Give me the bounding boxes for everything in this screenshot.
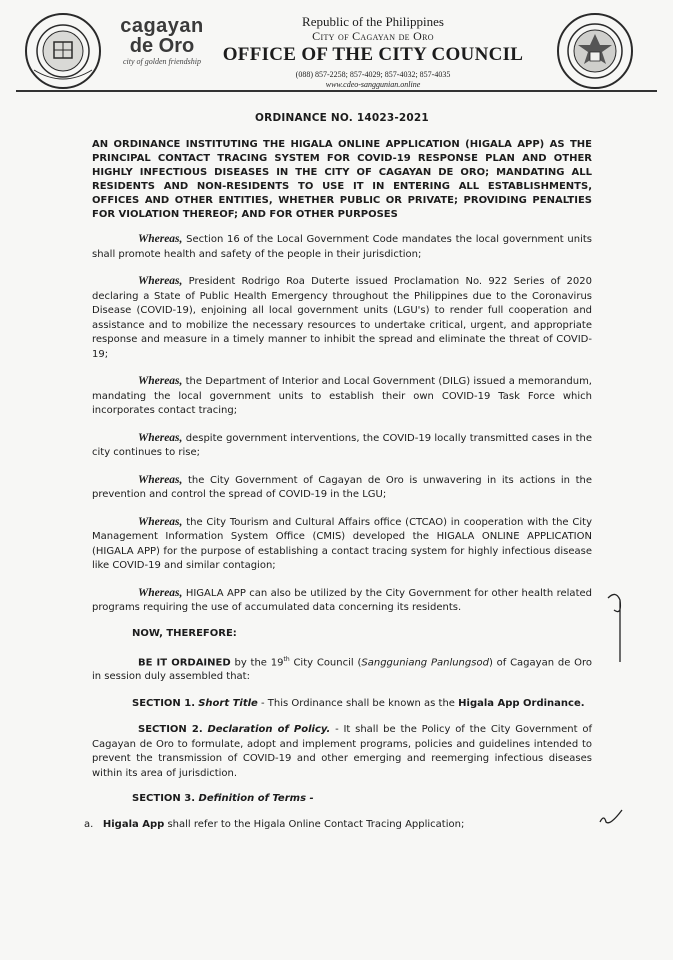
whereas-word: Whereas, [138, 275, 183, 287]
republic-label: Republic of the Philippines [302, 14, 444, 29]
whereas-clause: Whereas, Section 16 of the Local Government Code mandates the local government units shall promote health and safety of the people in their jurisdiction; [92, 233, 592, 260]
definition-item: a. Higala App shall refer to the Higala Online Contact Tracing Application; [84, 819, 465, 831]
section-1: SECTION 1. Short Title - This Ordinance shall be known as the Higala App Ordinance. [132, 697, 585, 709]
whereas-clause: Whereas, the Department of Interior and Local Government (DILG) issued a memorandum, mandating the local government units to establish their own COVID-19 Task Force which incorporates contact tracing; [92, 375, 592, 416]
whereas-word: Whereas, [138, 375, 183, 387]
whereas-clause: Whereas, despite government interventions, the COVID-19 locally transmitted cases in the city continues to rise; [92, 431, 592, 458]
now-therefore-heading: NOW, THEREFORE: [132, 627, 237, 639]
margin-check-mark [596, 806, 626, 828]
contact-numbers: (088) 857-2258; 857-4029; 857-4032; 857-4035 [295, 70, 451, 79]
ordinance-title: AN ORDINANCE INSTITUTING THE HIGALA ONLINE APPLICATION (HIGALA APP) AS THE PRINCIPAL CONTACT TRACING SYSTEM FOR COVID-19 RESPONSE PLAN AND OTHER HIGHLY INFECTIOUS DISEASES IN THE CITY OF CAGAYAN DE ORO; MANDATING ALL RESIDENTS AND NON-RESIDENTS TO USE IT IN ENTERING ALL ESTABLISHMENTS, OFFICES AND OTHER ENTITIES, WHETHER PUBLIC OR PRIVATE; PROVIDING PENALTIES FOR VIOLATION THEREOF; AND FOR OTHER PURPOSES [92, 139, 592, 220]
whereas-clause: Whereas, President Rodrigo Roa Duterte issued Proclamation No. 922 Series of 2020 declaring a State of Public Health Emergency throughout the Philippines due to the Coronavirus Disease (COVID-19), enjoining all local government units (LGU's) to render full cooperation and assistance and to mobilize the necessary resources to undertake critical, urgent, and appropriate response and measure in a timely manner to inhibit the spread and eliminate the threat of COVID-19; [92, 275, 592, 360]
whereas-word: Whereas, [138, 233, 183, 245]
city-seal-icon [24, 12, 102, 90]
section-2: SECTION 2. Declaration of Policy. - It shall be the Policy of the City Government of Cagayan de Oro to formulate, adopt and implement programs, policies and guidelines intended to prevent the transmission of COVID-19 and other emerging and reemerging infectious diseases within its area of jurisdiction. [92, 724, 592, 779]
whereas-clause: Whereas, the City Government of Cagayan de Oro is unwavering in its actions in the prevention and control the spread of COVID-19 in the LGU; [92, 473, 592, 500]
ordinance-number: ORDINANCE NO. 14023-2021 [255, 112, 429, 124]
whereas-clause: Whereas, the City Tourism and Cultural Affairs office (CTCAO) in cooperation with the City Management Information System Office (CMIS) developed the HIGALA ONLINE APPLICATION (HIGALA APP) for the purpose of establishing a contact tracing system for highly infectious disease like COVID-19 and similar contagion; [92, 515, 592, 571]
brand-line-2: de Oro [129, 35, 195, 57]
section-3: SECTION 3. Definition of Terms - [132, 793, 314, 805]
letterhead [214, 14, 532, 90]
ordained-clause: BE IT ORDAINED by the 19th City Council (Sangguniang Panlungsod) of Cagayan de Oro in session duly assembled that: [92, 655, 593, 683]
letterhead-divider [16, 90, 657, 92]
office-label: OFFICE OF THE CITY COUNCIL [222, 44, 524, 65]
council-seal-icon [556, 12, 634, 90]
whereas-word: Whereas, [138, 515, 183, 528]
brand-line-1: cagayan [120, 15, 204, 37]
city-brand-logo [112, 16, 212, 66]
whereas-word: Whereas, [138, 473, 183, 486]
ordinance-body [84, 112, 593, 832]
margin-signature-mark [600, 586, 640, 666]
website-label: www.cdeo-sanggunian.online [325, 80, 421, 89]
brand-tagline: city of golden friendship [123, 57, 201, 66]
whereas-word: Whereas, [138, 586, 183, 599]
city-label: City of Cagayan de Oro [312, 29, 434, 43]
whereas-word: Whereas, [138, 431, 183, 444]
whereas-clause: Whereas, HIGALA APP can also be utilized by the City Government for other health related programs requiring the use of accumulated data concerning its residents. [92, 586, 592, 613]
